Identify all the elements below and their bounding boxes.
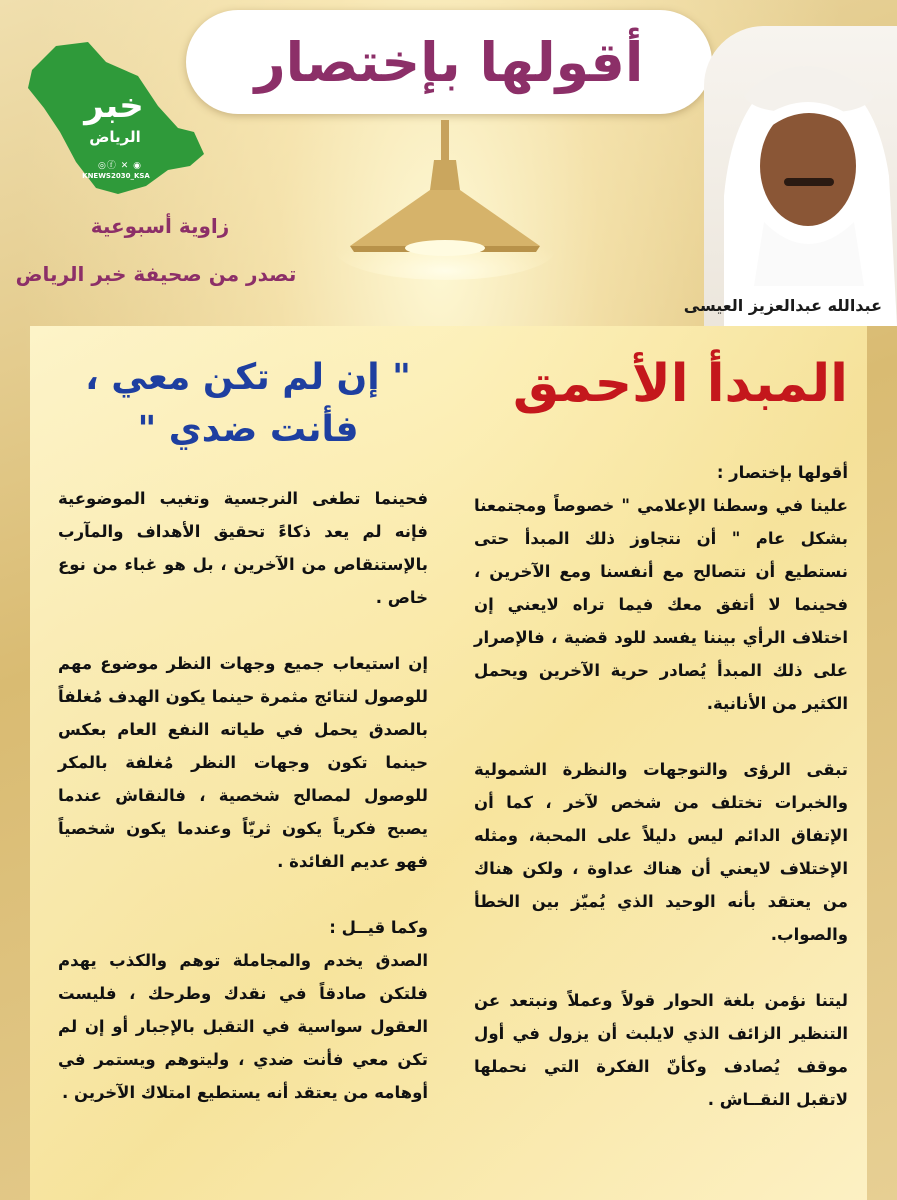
pull-quote: [58, 352, 438, 456]
paragraph: ليتنا نؤمن بلغة الحوار قولاً وعملاً ونبتعد عن التنظير الزائف الذي لايلبث أن يزول في أول موقف يُصادف وكأنّ الفكرة التي نحملها لاتقبل النقــاش .: [474, 991, 848, 1109]
paragraph: فحينما تطغى النرجسية وتغيب الموضوعية فإنه لم يعد ذكاءً تحقيق الأهداف والمآرب بالإستنقاص من الآخرين ، بل هو غباء من نوع خاص .: [58, 489, 428, 607]
paragraph: علينا في وسطنا الإعلامي " خصوصاً ومجتمعنا بشكل عام " أن نتجاوز ذلك المبدأ حتى نستطيع أن نتصالح مع أنفسنا ومع الآخرين ، فحينما لا أتفق معك فيما تراه لايعني إن اختلاف الرأي بيننا يفسد للود قضية ، فالإصرار على ذلك المبدأ يُصادر حرية الآخرين ويحمل الكثير من الأنانية.: [474, 496, 848, 713]
logo-handle: KNEWS2030_KSA: [82, 172, 150, 180]
author-photo: [704, 26, 897, 326]
tagline-source: تصدر من صحيفة خبر الرياض: [15, 262, 297, 286]
paragraph: وكما قيــل : الصدق يخدم والمجاملة توهم والكذب يهدم فلتكن صادقاً في نقدك وطرحك ، فليست العقول سواسية في التقبل بالإجبار أو إن لم تكن معي فأنت ضدي ، وليتوهم ويستمر في أوهامه من يعتقد أنه يستطيع امتلاك الآخرين .: [58, 918, 428, 1102]
tagline-weekly: زاوية أسبوعية: [90, 214, 230, 238]
article-column-right: [474, 456, 848, 1149]
column-title-banner: [186, 10, 712, 114]
intro-label: أقولها بإختصار :: [716, 463, 848, 482]
logo-sub-text: الرياض: [89, 128, 141, 146]
paragraph: تبقى الرؤى والتوجهات والنظرة الشمولية والخبرات تختلف من شخص لآخر ، كما أن الإتفاق الدائم ليس دليلاً على المحبة، ومثله الإختلاف لايعني أن هناك عداوة ، ولكن هناك من يعتقد بأنه الوحيد الذي يُميّز بين الخطأ والصواب.: [474, 760, 848, 944]
pull-quote-line-1: " إن لم تكن معي ،: [85, 357, 411, 398]
social-icons: ◎ⓕ ✕ ◉: [98, 161, 142, 171]
author-portrait-icon: [704, 26, 897, 326]
article-column-left: [58, 482, 428, 1142]
author-name: عبدالله عبدالعزيز العيسى: [683, 296, 882, 315]
hanging-lamp-icon: [330, 120, 560, 280]
column-title: أقولها بإختصار: [254, 30, 644, 94]
pull-quote-line-2: فأنت ضدي ": [137, 409, 359, 450]
article-headline: المبدأ الأحمق: [512, 354, 848, 414]
logo-main-text: خبر: [84, 86, 144, 126]
paragraph: إن استيعاب جميع وجهات النظر موضوع مهم للوصول لنتائج مثمرة حينما يكون الهدف مُغلفاً بالصدق يحمل في طياته النفع العام بعكس حينما تكون وجهات النظر مُغلفة بالمكر للوصول لمصالح شخصية ، فالنقاش عندما يصبح فكرياً يكون ثريّاً وعندما يكون شخصياً فهو عديم الفائدة .: [58, 654, 428, 871]
